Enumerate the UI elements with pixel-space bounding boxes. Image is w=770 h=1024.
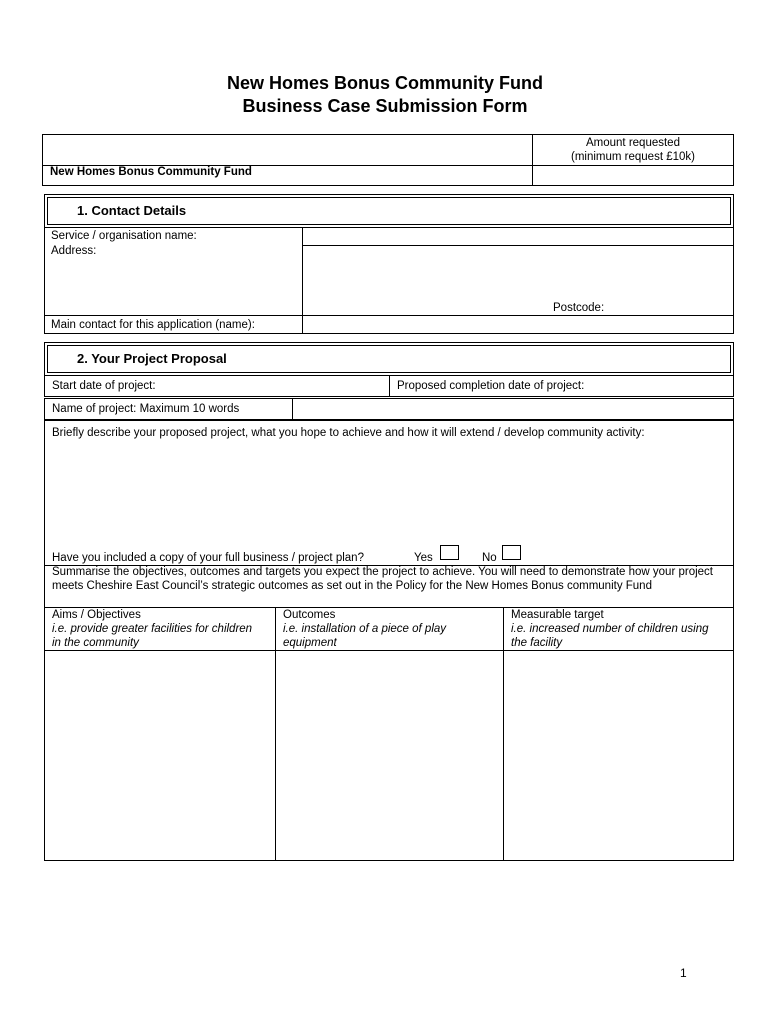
aims-objectives-field[interactable]: [45, 651, 275, 860]
fund-name-label: New Homes Bonus Community Fund: [50, 166, 252, 178]
plan-yes-label: Yes: [414, 552, 433, 564]
project-description-box[interactable]: [44, 420, 734, 566]
completion-date-label: Proposed completion date of project:: [397, 380, 585, 392]
measurable-target-field[interactable]: [504, 651, 733, 860]
outcomes-field[interactable]: [276, 651, 503, 860]
measurable-target-example: i.e. increased number of children using the facility: [511, 623, 709, 649]
minimum-request-label: (minimum request £10k): [571, 151, 695, 163]
project-name-field[interactable]: [293, 399, 733, 419]
main-contact-field[interactable]: [303, 316, 733, 333]
postcode-label: Postcode:: [553, 302, 605, 314]
address-label: Address:: [51, 245, 97, 257]
service-organisation-label: Service / organisation name:: [51, 230, 197, 242]
page-number: 1: [680, 966, 687, 980]
project-name-label: Name of project: Maximum 10 words: [52, 403, 240, 415]
outcomes-example: i.e. installation of a piece of play equipment: [283, 623, 447, 649]
aims-objectives-header: Aims / Objectives: [52, 609, 141, 621]
plan-no-label: No: [482, 552, 497, 564]
address-field[interactable]: [303, 246, 733, 315]
contact-details-heading: 1. Contact Details: [77, 203, 187, 218]
start-date-label: Start date of project:: [52, 380, 156, 392]
amount-requested-label: Amount requested: [586, 137, 680, 149]
contact-details-section-header: [44, 194, 734, 228]
summarise-instructions: Summarise the objectives, outcomes and targets you expect the project to achieve. You will need to demonstrate how your project meets Cheshire East Council’s strategic outcomes as set out in the Policy for the New Homes Bonus community Fund: [52, 566, 713, 592]
measurable-target-header: Measurable target: [511, 609, 604, 621]
main-contact-label: Main contact for this application (name):: [51, 319, 255, 331]
project-proposal-section-header: [44, 342, 734, 376]
outcomes-header: Outcomes: [283, 609, 336, 621]
service-organisation-field[interactable]: [303, 228, 733, 245]
aims-objectives-example: i.e. provide greater facilities for children in the community: [52, 623, 253, 649]
form-title-line2: Business Case Submission Form: [242, 96, 528, 116]
plan-no-checkbox[interactable]: [502, 545, 521, 560]
plan-yes-checkbox[interactable]: [440, 545, 459, 560]
amount-requested-field[interactable]: [533, 166, 733, 185]
business-plan-question: Have you included a copy of your full business / project plan?: [52, 552, 364, 564]
project-description-label: Briefly describe your proposed project, what you hope to achieve and how it will extend / develop community activity:: [52, 427, 645, 439]
project-proposal-heading: 2. Your Project Proposal: [77, 351, 227, 366]
form-title-line1: New Homes Bonus Community Fund: [226, 73, 543, 93]
